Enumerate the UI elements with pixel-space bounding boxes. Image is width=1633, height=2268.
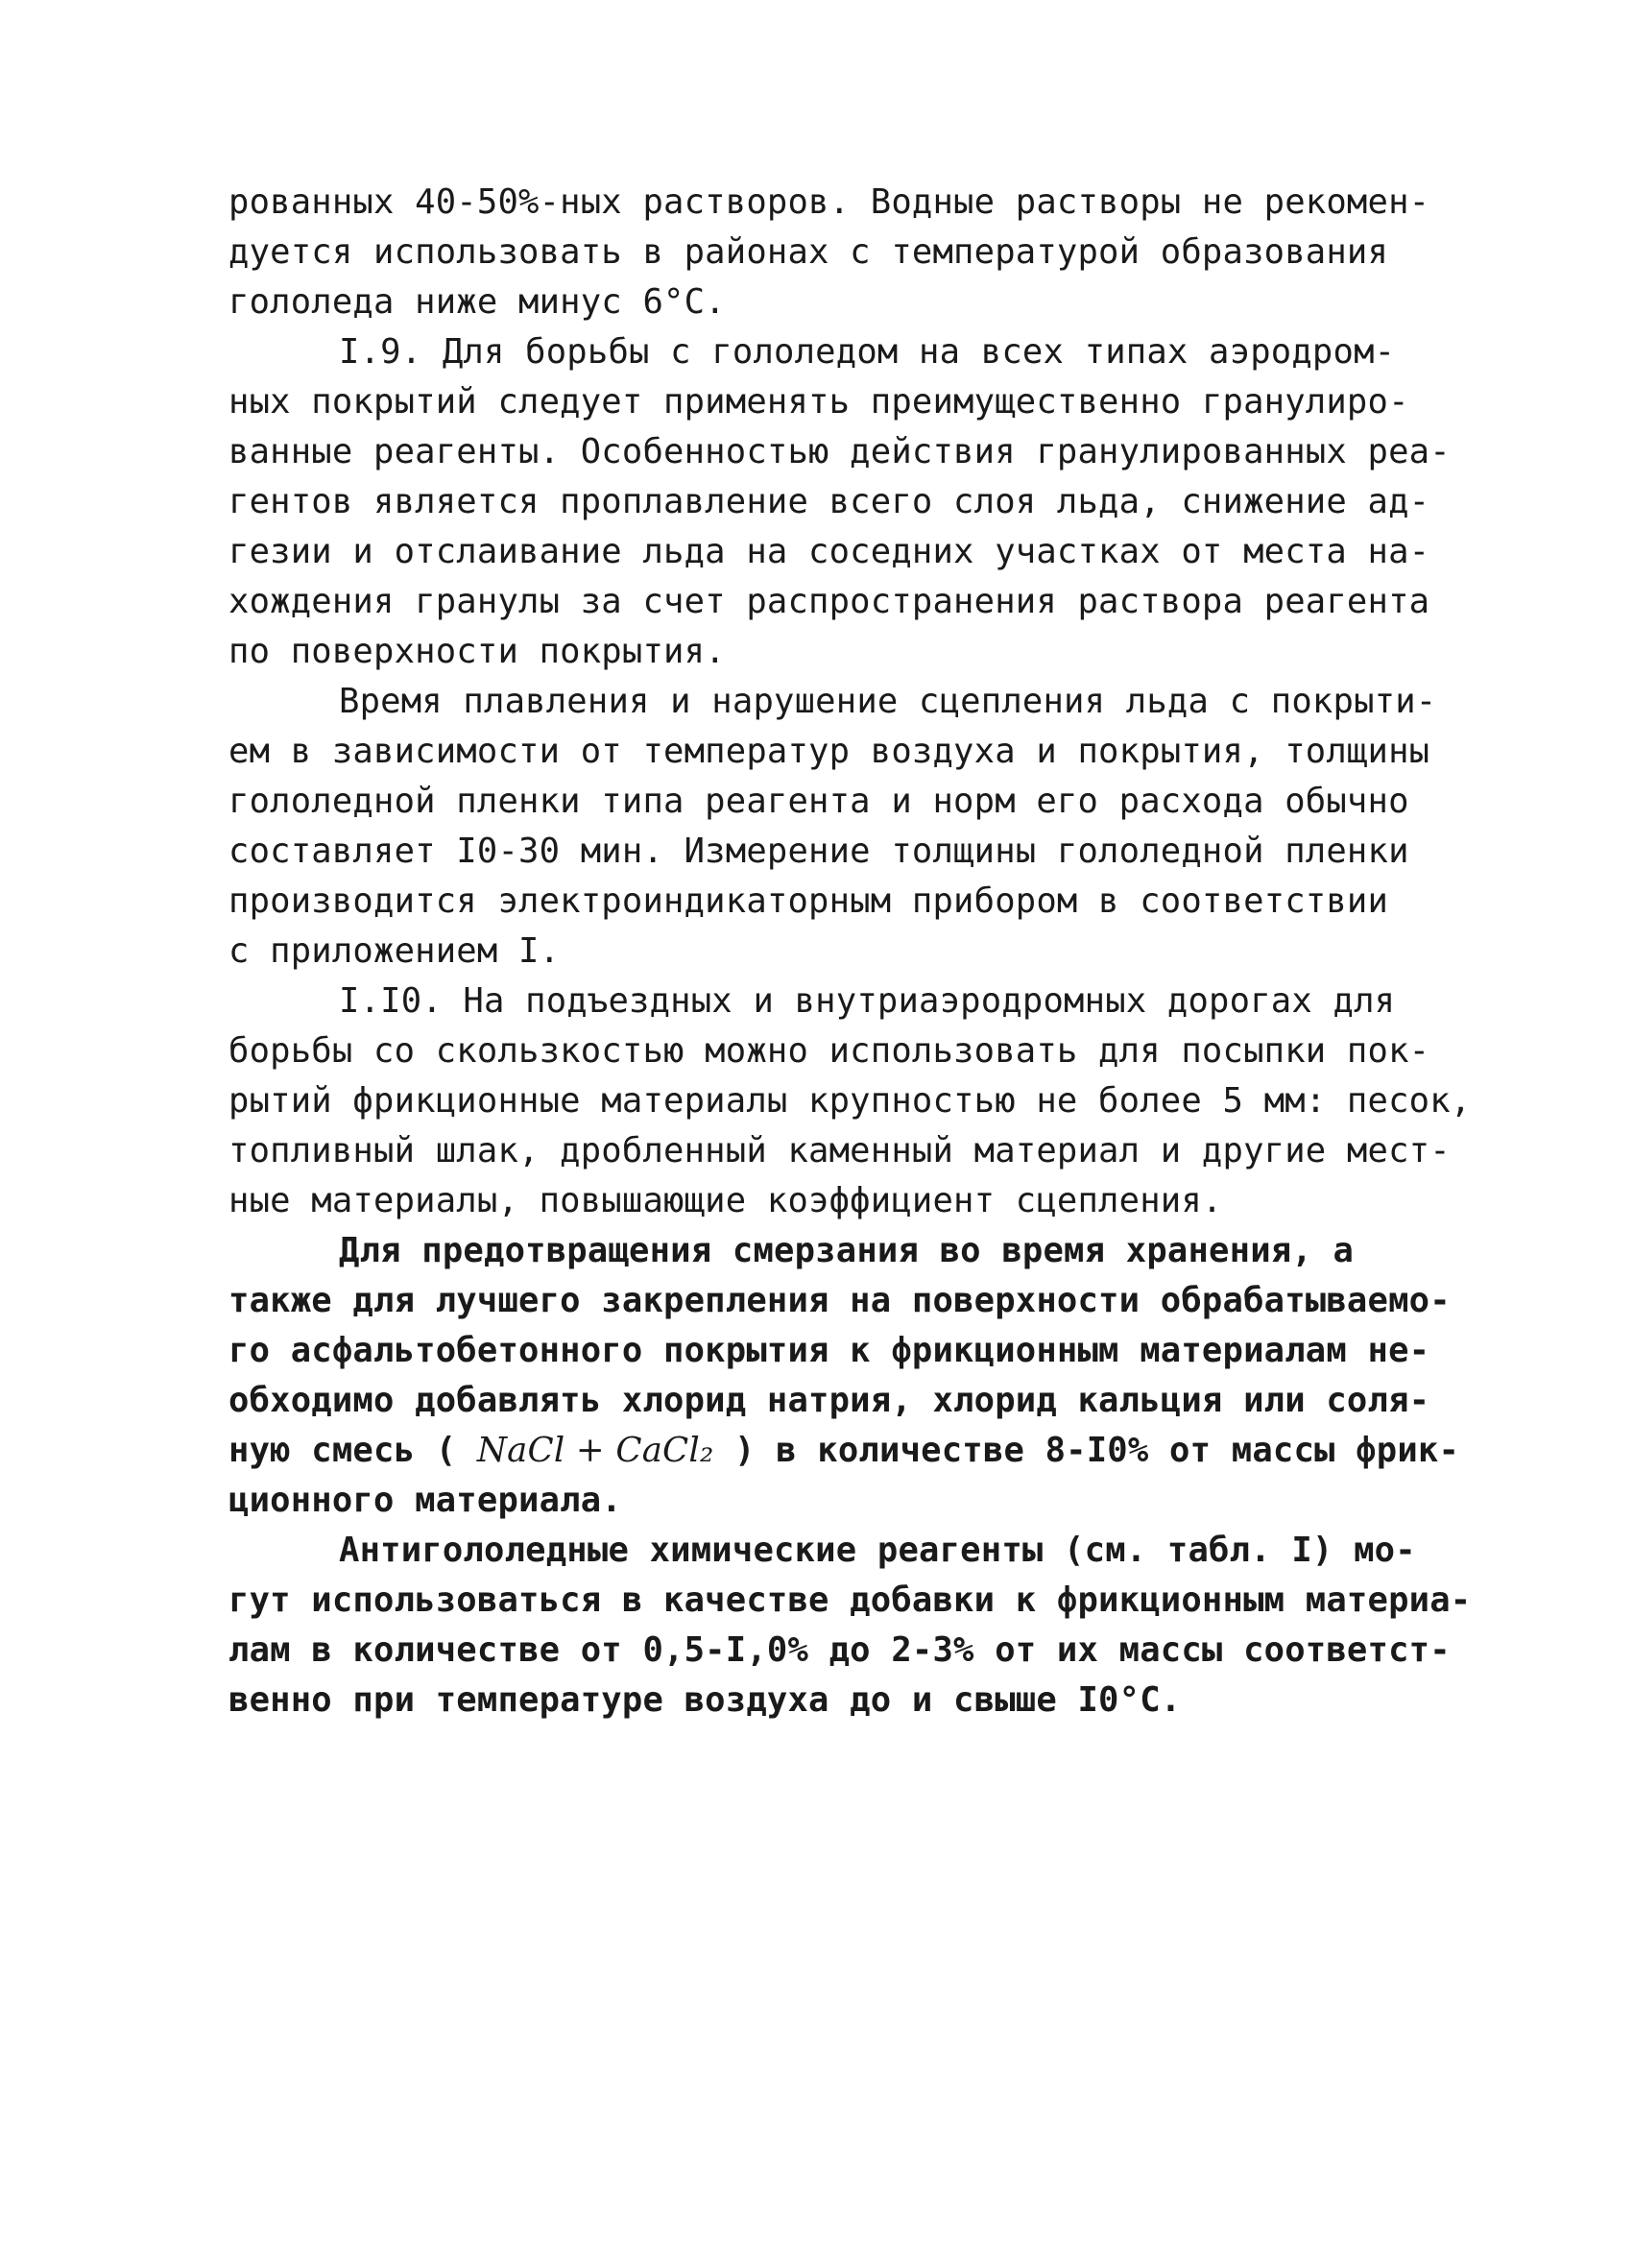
chemical-formula: NaCl + CaCl₂ <box>476 1431 714 1470</box>
paragraph-freezing-prevention <box>228 1226 1467 1526</box>
text-line: I.I0. На подъездных и внутриаэродромных дорогах для <box>339 981 1396 1021</box>
text-line: по поверхности покрытия. <box>228 632 726 671</box>
text-line: рованных 40-50%-ных растворов. Водные растворы не рекомен- <box>228 182 1430 222</box>
text-line: Время плавления и нарушение сцепления льда с покрыти- <box>339 682 1437 721</box>
text-line: гололедной пленки типа реагента и норм его расхода обычно <box>228 782 1409 821</box>
paragraph-chemical-additives <box>228 1526 1472 1725</box>
text-line: ем в зависимости от температур воздуха и покрытия, толщины <box>228 732 1430 771</box>
formula-line-before: ную смесь ( <box>228 1431 477 1470</box>
text-line: дуется использовать в районах с температурой образования <box>228 232 1389 272</box>
formula-text-line <box>228 1426 1467 1476</box>
text-line: I.9. Для борьбы с гололедом на всех типах аэродром- <box>339 332 1396 372</box>
text-line: ционного материала. <box>228 1481 622 1520</box>
paragraph-melting-time <box>228 677 1467 977</box>
document-body <box>228 178 1472 1725</box>
text-line: составляет I0-30 мин. Измерение толщины гололедной пленки <box>228 832 1409 871</box>
text-line: Антигололедные химические реагенты (см. табл. I) мо- <box>339 1531 1416 1570</box>
paragraph-continuation <box>228 178 1467 327</box>
paragraph-1-10 <box>228 977 1472 1226</box>
formula-line-after: ) в количестве 8-I0% от массы фрик- <box>713 1431 1460 1470</box>
text-line: также для лучшего закрепления на поверхности обрабатываемо- <box>228 1281 1451 1320</box>
paragraph-1-9 <box>228 327 1467 677</box>
text-line: обходимо добавлять хлорид натрия, хлорид кальция или соля- <box>228 1381 1430 1420</box>
text-line: хождения гранулы за счет распространения раствора реагента <box>228 582 1430 621</box>
text-line: ные материалы, повышающие коэффициент сцепления. <box>228 1181 1223 1220</box>
text-line: гололеда ниже минус 6°С. <box>228 282 726 322</box>
text-line: Для предотвращения смерзания во время хранения, а <box>339 1231 1355 1270</box>
text-line: гентов является проплавление всего слоя льда, снижение ад- <box>228 482 1430 521</box>
text-line: лам в количестве от 0,5-I,0% до 2-3% от их массы соответст- <box>228 1630 1451 1670</box>
text-line: го асфальтобетонного покрытия к фрикционным материалам не- <box>228 1331 1430 1370</box>
text-line: гезии и отслаивание льда на соседних участках от места на- <box>228 532 1430 571</box>
text-line: гут использоваться в качестве добавки к фрикционным материа- <box>228 1580 1472 1620</box>
text-line: борьбы со скользкостью можно использовать для посыпки пок- <box>228 1031 1430 1071</box>
text-line: с приложением I. <box>228 931 561 971</box>
text-line: ванные реагенты. Особенностью действия гранулированных реа- <box>228 432 1451 471</box>
text-line: производится электроиндикаторным прибором в соответствии <box>228 881 1389 921</box>
text-line: топливный шлак, дробленный каменный материал и другие мест- <box>228 1131 1451 1170</box>
text-line: венно при температуре воздуха до и свыше I0°С. <box>228 1680 1182 1720</box>
text-line: рытий фрикционные материалы крупностью не более 5 мм: песок, <box>228 1081 1472 1121</box>
text-line: ных покрытий следует применять преимущественно гранулиро- <box>228 382 1409 422</box>
